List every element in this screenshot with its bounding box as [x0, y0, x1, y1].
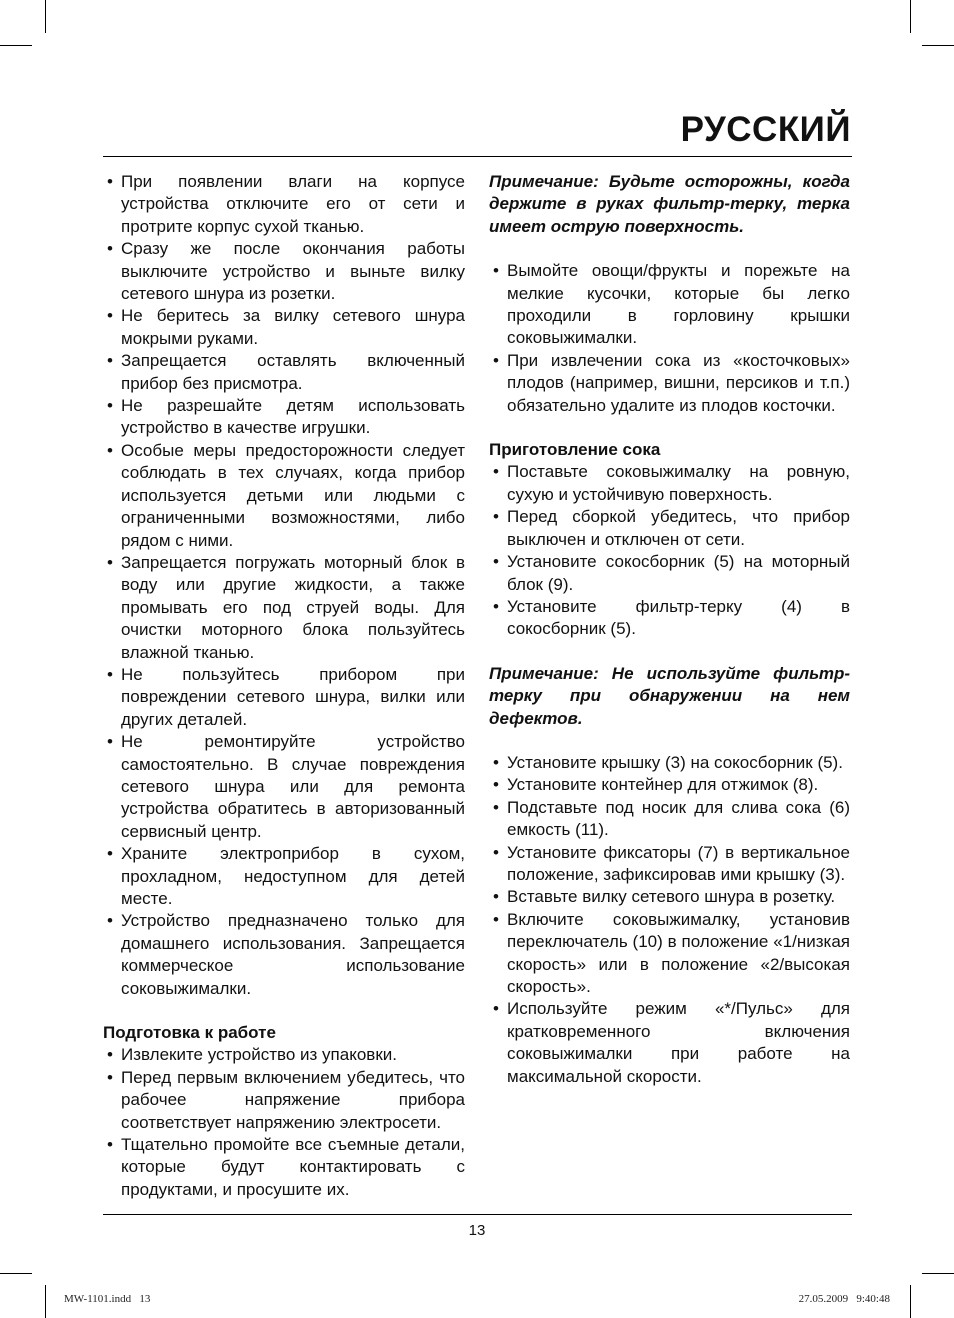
bullet-icon: • [107, 732, 113, 752]
bullet-icon: • [107, 396, 113, 416]
list-item: • Установите фиксаторы (7) в вертикальное положение, зафиксировав ими крышку (3). [493, 842, 850, 884]
crop-mark [0, 1273, 32, 1274]
list-item: • При появлении влаги на корпусе устройства отключите его от сети и протрите корпус сухой тканью. [107, 172, 465, 236]
crop-mark [45, 0, 46, 33]
list-item: • Установите сокосборник (5) на моторный блок (9). [493, 552, 850, 594]
list-item: • Подставьте под носик для слива сока (6) емкость (11). [493, 797, 850, 840]
list-item: • Не ремонтируйте устройство самостоятельно. В случае повреждения сетевого шнура или для ремонта устройства обратитесь в авторизованный сервисный центр. [107, 732, 465, 841]
bullet-icon: • [493, 887, 499, 907]
bullet-icon: • [107, 1045, 113, 1065]
preparation-list [103, 1044, 465, 1201]
bullet-icon: • [493, 909, 499, 929]
list-item: • Не пользуйтесь прибором при повреждении сетевого шнура, вилки или других деталей. [107, 664, 465, 729]
bullet-icon: • [493, 842, 499, 862]
right-column [489, 171, 850, 1088]
bullet-icon: • [493, 552, 499, 572]
bullet-icon: • [107, 1135, 113, 1155]
bullet-icon: • [493, 350, 499, 370]
list-item: • Установите контейнер для отжимок (8). [489, 774, 850, 796]
footer-divider [103, 1214, 852, 1215]
list-item: • Перед сборкой убедитесь, что прибор выключен и отключен от сети. [493, 507, 850, 549]
bullet-icon: • [107, 440, 113, 460]
bullet-icon: • [107, 306, 113, 326]
list-item: • Вставьте вилку сетевого шнура в розетку. [489, 886, 850, 908]
bullet-icon: • [493, 261, 499, 281]
section-heading-juice: Приготовление сока [489, 440, 661, 460]
slug-date: 27.05.2009 9:40:48 [798, 1293, 890, 1305]
list-item: • Не беритесь за вилку сетевого шнура мокрыми руками. [107, 306, 465, 348]
list-item: • Устройство предназначено только для домашнего использования. Запрещается коммерческое использование соковыжималки. [107, 911, 465, 998]
list-item: • Особые меры предосторожности следует соблюдать в тех случаях, когда прибор используется детьми или людьми с ограниченными возможностями, либо рядом с ними. [107, 440, 465, 550]
bullet-icon: • [493, 775, 499, 795]
crop-mark [910, 0, 911, 33]
bullet-icon: • [493, 462, 499, 482]
crop-mark [45, 1285, 46, 1318]
crop-mark [922, 45, 954, 46]
page-number: 13 [468, 1222, 486, 1239]
assembly-list [489, 752, 850, 1088]
list-item: • Перед первым включением убедитесь, что рабочее напряжение прибора соответствует напряжению электросети. [107, 1067, 465, 1132]
list-item: • Вымойте овощи/фрукты и порежьте на мелкие кусочки, которые бы легко проходили в горловину крышки соковыжималки. [493, 261, 850, 348]
list-item: • Запрещается оставлять включенный прибор без присмотра. [107, 351, 465, 393]
bullet-icon: • [107, 1067, 113, 1087]
bullet-icon: • [107, 911, 113, 931]
list-item: • Установите крышку (3) на сокосборник (5). [489, 752, 850, 774]
note-grater-defects: Примечание: Не используйте фильтр-терку при обнаружении на нем дефектов. [489, 663, 850, 728]
list-item: • Поставьте соковыжималку на ровную, сухую и устойчивую поверхность. [493, 462, 850, 504]
list-item: • Сразу же после окончания работы выключите устройство и выньте вилку сетевого шнура из розетки. [107, 239, 465, 304]
bullet-icon: • [493, 797, 499, 817]
list-item: • Тщательно промойте все съемные детали, которые будут контактировать с продуктами, и просушите их. [107, 1135, 465, 1199]
list-item: • Извлеките устройство из упаковки. [103, 1044, 465, 1066]
bullet-icon: • [493, 596, 499, 616]
crop-mark [910, 1285, 911, 1318]
list-item: • Установите фильтр-терку (4) в сокосборник (5). [493, 596, 850, 639]
slug-file: MW-1101.indd 13 [64, 1293, 151, 1305]
list-item: • При извлечении сока из «косточковых» плодов (например, вишни, персиков и т.п.) обязательно удалите из плодов косточки. [493, 350, 850, 415]
bullet-icon: • [107, 552, 113, 572]
crop-mark [922, 1273, 954, 1274]
safety-list [103, 171, 465, 1000]
bullet-icon: • [107, 172, 113, 191]
fruit-prep-list [489, 260, 850, 417]
list-item: • Включите соковыжималку, установив переключатель (10) в положение «1/низкая скорость» или в положение «2/высокая скорость». [493, 909, 850, 996]
header-divider [103, 156, 852, 157]
bullet-icon: • [107, 844, 113, 864]
bullet-icon: • [493, 507, 499, 527]
list-item: • Запрещается погружать моторный блок в воду или другие жидкости, а также промывать его под струей воды. Для очистки моторного блока пользуйтесь влажной тканью. [107, 552, 465, 662]
list-item: • Не разрешайте детям использовать устройство в качестве игрушки. [107, 396, 465, 438]
section-heading-preparation: Подготовка к работе [103, 1023, 276, 1043]
bullet-icon: • [493, 999, 499, 1019]
note-grater-sharp: Примечание: Будьте осторожны, когда держите в руках фильтр-терку, терка имеет острую поверхность. [489, 172, 850, 236]
bullet-icon: • [493, 752, 499, 772]
bullet-icon: • [107, 664, 113, 684]
bullet-icon: • [107, 239, 113, 259]
juice-list [489, 461, 850, 640]
left-column [103, 171, 465, 1201]
list-item: • Храните электроприбор в сухом, прохладном, недоступном для детей месте. [107, 844, 465, 908]
crop-mark [0, 45, 32, 46]
page-title: РУССКИЙ [680, 110, 851, 149]
list-item: • Используйте режим «*/Пульс» для кратковременного включения соковыжималки при работе на максимальной скорости. [493, 999, 850, 1086]
bullet-icon: • [107, 351, 113, 371]
